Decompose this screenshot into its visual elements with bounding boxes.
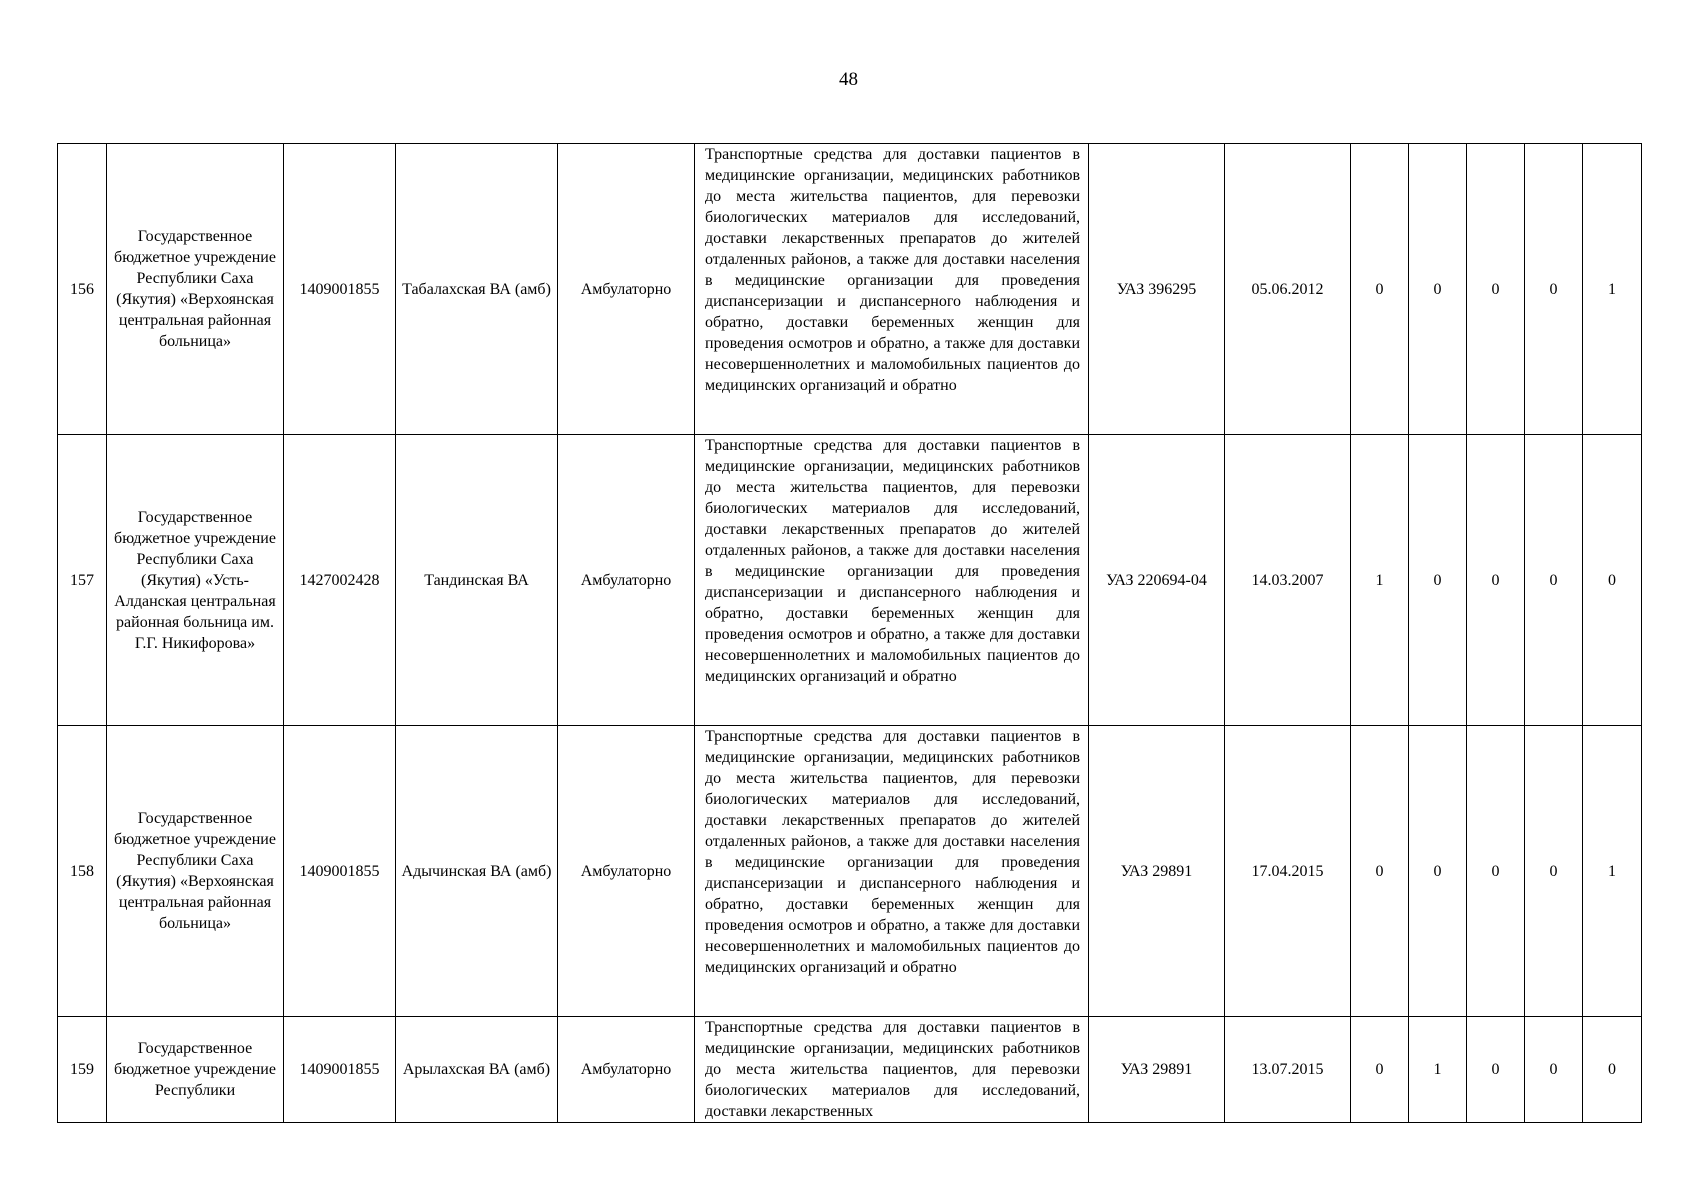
count-cell-1: 0 [1351,144,1409,435]
unit-cell: Тандинская ВА [396,435,558,726]
count-cell-4: 0 [1525,1017,1583,1123]
count-cell-5: 0 [1583,435,1642,726]
organization-cell [107,726,284,1017]
unit-cell: Адычинская ВА (амб) [396,726,558,1017]
purpose-cell [695,726,1089,1017]
organization-name: Государственное бюджетное учреждение Республики Саха (Якутия) «Верхоянская центральная районная больница» [114,810,276,932]
vehicle-registry-table [57,143,1642,1123]
unit-cell: Арылахская ВА (амб) [396,1017,558,1123]
organization-name: Государственное бюджетное учреждение Республики [114,1040,276,1099]
mode-cell: Амбулаторно [558,144,695,435]
purpose-cell [695,144,1089,435]
vehicle-cell: УАЗ 396295 [1089,144,1225,435]
count-cell-1: 1 [1351,435,1409,726]
count-cell-2: 1 [1409,1017,1467,1123]
count-cell-5: 1 [1583,144,1642,435]
count-cell-4: 0 [1525,435,1583,726]
count-cell-3: 0 [1467,144,1525,435]
count-cell-2: 0 [1409,435,1467,726]
organization-cell [107,144,284,435]
count-cell-1: 0 [1351,1017,1409,1123]
row-number: 159 [58,1017,107,1123]
table-row [58,1017,1642,1123]
row-number: 157 [58,435,107,726]
count-cell-3: 0 [1467,435,1525,726]
inn-cell: 1409001855 [284,144,396,435]
organization-name: Государственное бюджетное учреждение Республики Саха (Якутия) «Усть-Алданская центральная районная больница им. Г.Г. Никифорова» [114,508,276,652]
purpose-text: Транспортные средства для доставки пациентов в медицинские организации, медицинских работников до места жительства пациентов, для перевозки биологических материалов для исследований, доставки лекарственных препаратов до жителей отдаленных районов, а также для доставки населения в медицинские организации для проведения диспансеризации и диспансерного наблюдения и обратно, доставки беременных женщин для проведения осмотров и обратно, а также для доставки несовершеннолетних и маломобильных пациентов до медицинских организаций и обратно [705,728,1080,976]
organization-name: Государственное бюджетное учреждение Республики Саха (Якутия) «Верхоянская центральная районная больница» [114,228,276,350]
vehicle-cell: УАЗ 29891 [1089,726,1225,1017]
purpose-text: Транспортные средства для доставки пациентов в медицинские организации, медицинских работников до места жительства пациентов, для перевозки биологических материалов для исследований, доставки лекарственных [705,1019,1080,1120]
row-number: 158 [58,726,107,1017]
purpose-text: Транспортные средства для доставки пациентов в медицинские организации, медицинских работников до места жительства пациентов, для перевозки биологических материалов для исследований, доставки лекарственных препаратов до жителей отдаленных районов, а также для доставки населения в медицинские организации для проведения диспансеризации и диспансерного наблюдения и обратно, доставки беременных женщин для проведения осмотров и обратно, а также для доставки несовершеннолетних и маломобильных пациентов до медицинских организаций и обратно [705,437,1080,685]
date-cell: 13.07.2015 [1225,1017,1351,1123]
purpose-cell [695,435,1089,726]
count-cell-1: 0 [1351,726,1409,1017]
purpose-text: Транспортные средства для доставки пациентов в медицинские организации, медицинских работников до места жительства пациентов, для перевозки биологических материалов для исследований, доставки лекарственных препаратов до жителей отдаленных районов, а также для доставки населения в медицинские организации для проведения диспансеризации и диспансерного наблюдения и обратно, доставки беременных женщин для проведения осмотров и обратно, а также для доставки несовершеннолетних и маломобильных пациентов до медицинских организаций и обратно [705,146,1080,394]
mode-cell: Амбулаторно [558,1017,695,1123]
count-cell-5: 1 [1583,726,1642,1017]
page-number: 48 [839,69,858,90]
date-cell: 14.03.2007 [1225,435,1351,726]
mode-cell: Амбулаторно [558,435,695,726]
organization-cell [107,435,284,726]
table-row [58,435,1642,726]
row-number: 156 [58,144,107,435]
date-cell: 05.06.2012 [1225,144,1351,435]
count-cell-4: 0 [1525,144,1583,435]
count-cell-4: 0 [1525,726,1583,1017]
count-cell-5: 0 [1583,1017,1642,1123]
table-row [58,144,1642,435]
organization-cell [107,1017,284,1123]
vehicle-cell: УАЗ 220694-04 [1089,435,1225,726]
unit-cell: Табалахская ВА (амб) [396,144,558,435]
count-cell-2: 0 [1409,726,1467,1017]
count-cell-3: 0 [1467,1017,1525,1123]
inn-cell: 1409001855 [284,726,396,1017]
inn-cell: 1427002428 [284,435,396,726]
count-cell-2: 0 [1409,144,1467,435]
count-cell-3: 0 [1467,726,1525,1017]
date-cell: 17.04.2015 [1225,726,1351,1017]
purpose-cell [695,1017,1089,1123]
inn-cell: 1409001855 [284,1017,396,1123]
table-row [58,726,1642,1017]
mode-cell: Амбулаторно [558,726,695,1017]
vehicle-cell: УАЗ 29891 [1089,1017,1225,1123]
